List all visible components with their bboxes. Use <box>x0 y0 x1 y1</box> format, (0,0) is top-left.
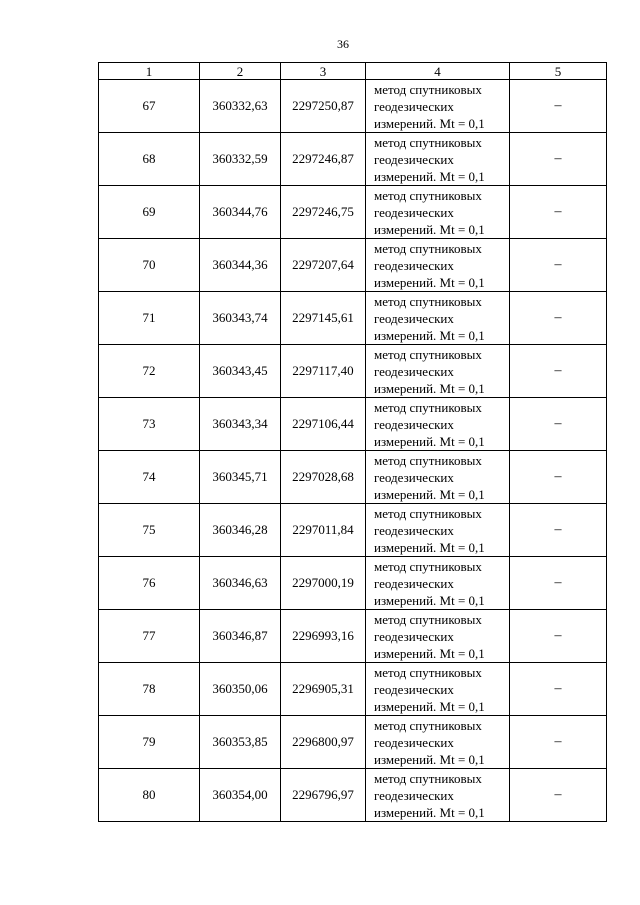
y-coordinate-cell: 2297250,87 <box>281 80 366 133</box>
method-line: геодезических <box>374 469 454 485</box>
header-col-3: 3 <box>281 63 366 80</box>
table-row <box>99 345 607 398</box>
method-cell <box>366 451 510 504</box>
table-row <box>99 504 607 557</box>
method-line: измерений. Mt = 0,1 <box>374 645 485 661</box>
column-5-cell: – <box>510 451 607 504</box>
x-coordinate-cell: 360346,63 <box>200 557 281 610</box>
method-cell <box>366 292 510 345</box>
x-coordinate-cell: 360332,63 <box>200 80 281 133</box>
method-line: измерений. Mt = 0,1 <box>374 433 485 449</box>
y-coordinate-cell: 2296905,31 <box>281 663 366 716</box>
method-cell <box>366 239 510 292</box>
y-coordinate-cell: 2296993,16 <box>281 610 366 663</box>
method-cell <box>366 133 510 186</box>
column-5-cell: – <box>510 663 607 716</box>
method-line: геодезических <box>374 257 454 273</box>
method-line: геодезических <box>374 310 454 326</box>
method-line: метод спутниковых <box>374 611 482 627</box>
method-cell <box>366 557 510 610</box>
y-coordinate-cell: 2297106,44 <box>281 398 366 451</box>
column-5-cell: – <box>510 292 607 345</box>
method-line: измерений. Mt = 0,1 <box>374 804 485 820</box>
method-line: метод спутниковых <box>374 293 482 309</box>
method-line: измерений. Mt = 0,1 <box>374 486 485 502</box>
table-row <box>99 133 607 186</box>
y-coordinate-cell: 2297011,84 <box>281 504 366 557</box>
x-coordinate-cell: 360350,06 <box>200 663 281 716</box>
point-number-cell: 74 <box>99 451 200 504</box>
method-line: измерений. Mt = 0,1 <box>374 698 485 714</box>
header-row <box>99 63 607 80</box>
x-coordinate-cell: 360343,45 <box>200 345 281 398</box>
method-cell <box>366 769 510 822</box>
table-row <box>99 663 607 716</box>
method-line: метод спутниковых <box>374 399 482 415</box>
method-line: метод спутниковых <box>374 187 482 203</box>
method-line: измерений. Mt = 0,1 <box>374 751 485 767</box>
x-coordinate-cell: 360332,59 <box>200 133 281 186</box>
method-line: геодезических <box>374 522 454 538</box>
point-number-cell: 77 <box>99 610 200 663</box>
method-line: метод спутниковых <box>374 558 482 574</box>
column-5-cell: – <box>510 610 607 663</box>
method-cell <box>366 186 510 239</box>
point-number-cell: 67 <box>99 80 200 133</box>
column-5-cell: – <box>510 345 607 398</box>
table-row <box>99 451 607 504</box>
point-number-cell: 69 <box>99 186 200 239</box>
method-line: измерений. Mt = 0,1 <box>374 592 485 608</box>
method-line: геодезических <box>374 151 454 167</box>
method-line: геодезических <box>374 363 454 379</box>
table-row <box>99 610 607 663</box>
page-number: 36 <box>337 37 349 51</box>
point-number-cell: 68 <box>99 133 200 186</box>
point-number-cell: 79 <box>99 716 200 769</box>
method-line: измерений. Mt = 0,1 <box>374 539 485 555</box>
table-body <box>99 80 607 822</box>
point-number-cell: 80 <box>99 769 200 822</box>
column-5-cell: – <box>510 504 607 557</box>
y-coordinate-cell: 2297246,75 <box>281 186 366 239</box>
coordinates-table <box>98 62 607 822</box>
method-cell <box>366 663 510 716</box>
method-line: геодезических <box>374 628 454 644</box>
x-coordinate-cell: 360346,87 <box>200 610 281 663</box>
y-coordinate-cell: 2296796,97 <box>281 769 366 822</box>
table-row <box>99 398 607 451</box>
column-5-cell: – <box>510 186 607 239</box>
point-number-cell: 71 <box>99 292 200 345</box>
table-row <box>99 769 607 822</box>
method-line: геодезических <box>374 575 454 591</box>
method-line: геодезических <box>374 98 454 114</box>
y-coordinate-cell: 2297000,19 <box>281 557 366 610</box>
point-number-cell: 76 <box>99 557 200 610</box>
method-line: метод спутниковых <box>374 240 482 256</box>
table-row <box>99 239 607 292</box>
method-cell <box>366 716 510 769</box>
x-coordinate-cell: 360345,71 <box>200 451 281 504</box>
method-line: метод спутниковых <box>374 134 482 150</box>
column-5-cell: – <box>510 80 607 133</box>
method-cell <box>366 80 510 133</box>
y-coordinate-cell: 2297117,40 <box>281 345 366 398</box>
method-cell <box>366 504 510 557</box>
y-coordinate-cell: 2297145,61 <box>281 292 366 345</box>
x-coordinate-cell: 360354,00 <box>200 769 281 822</box>
header-col-2: 2 <box>200 63 281 80</box>
method-line: измерений. Mt = 0,1 <box>374 380 485 396</box>
method-line: геодезических <box>374 734 454 750</box>
table-row <box>99 716 607 769</box>
method-line: геодезических <box>374 416 454 432</box>
header-col-1: 1 <box>99 63 200 80</box>
method-line: метод спутниковых <box>374 346 482 362</box>
x-coordinate-cell: 360343,34 <box>200 398 281 451</box>
method-cell <box>366 398 510 451</box>
method-line: геодезических <box>374 204 454 220</box>
method-line: измерений. Mt = 0,1 <box>374 327 485 343</box>
point-number-cell: 73 <box>99 398 200 451</box>
y-coordinate-cell: 2297207,64 <box>281 239 366 292</box>
point-number-cell: 72 <box>99 345 200 398</box>
x-coordinate-cell: 360343,74 <box>200 292 281 345</box>
method-line: геодезических <box>374 787 454 803</box>
method-line: геодезических <box>374 681 454 697</box>
column-5-cell: – <box>510 133 607 186</box>
point-number-cell: 78 <box>99 663 200 716</box>
x-coordinate-cell: 360344,76 <box>200 186 281 239</box>
point-number-cell: 70 <box>99 239 200 292</box>
method-line: метод спутниковых <box>374 717 482 733</box>
method-line: метод спутниковых <box>374 452 482 468</box>
table-row <box>99 292 607 345</box>
method-line: измерений. Mt = 0,1 <box>374 115 485 131</box>
header-col-5: 5 <box>510 63 607 80</box>
x-coordinate-cell: 360344,36 <box>200 239 281 292</box>
y-coordinate-cell: 2297028,68 <box>281 451 366 504</box>
column-5-cell: – <box>510 557 607 610</box>
method-cell <box>366 610 510 663</box>
method-line: измерений. Mt = 0,1 <box>374 168 485 184</box>
column-5-cell: – <box>510 239 607 292</box>
method-line: измерений. Mt = 0,1 <box>374 274 485 290</box>
column-5-cell: – <box>510 716 607 769</box>
method-line: метод спутниковых <box>374 505 482 521</box>
method-line: метод спутниковых <box>374 664 482 680</box>
column-5-cell: – <box>510 769 607 822</box>
point-number-cell: 75 <box>99 504 200 557</box>
table-row <box>99 80 607 133</box>
method-line: измерений. Mt = 0,1 <box>374 221 485 237</box>
table-row <box>99 186 607 239</box>
method-cell <box>366 345 510 398</box>
table-row <box>99 557 607 610</box>
y-coordinate-cell: 2297246,87 <box>281 133 366 186</box>
column-5-cell: – <box>510 398 607 451</box>
x-coordinate-cell: 360346,28 <box>200 504 281 557</box>
header-col-4: 4 <box>366 63 510 80</box>
method-line: метод спутниковых <box>374 770 482 786</box>
x-coordinate-cell: 360353,85 <box>200 716 281 769</box>
y-coordinate-cell: 2296800,97 <box>281 716 366 769</box>
method-line: метод спутниковых <box>374 81 482 97</box>
table-header <box>99 63 607 80</box>
